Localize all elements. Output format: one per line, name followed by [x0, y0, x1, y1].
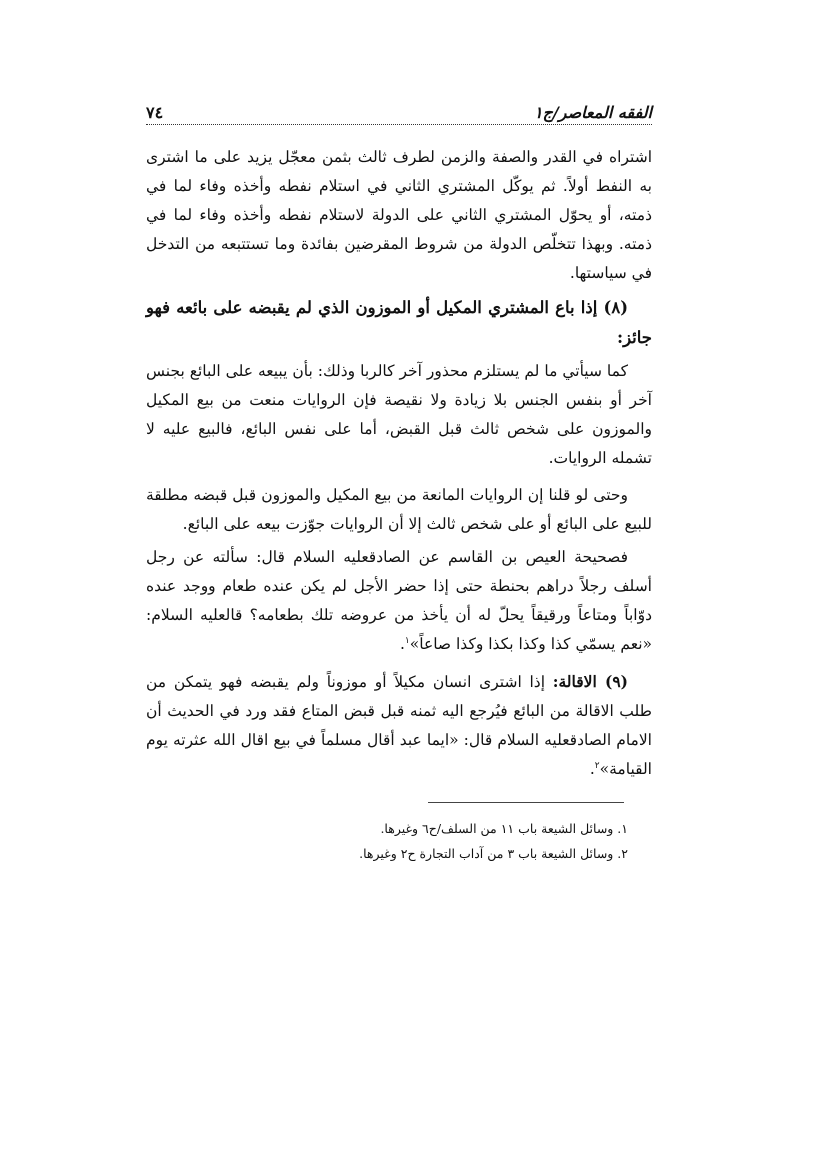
footnote-1: ١. وسائل الشيعة باب ١١ من السلف/ح٦ وغيرها.: [380, 821, 628, 836]
paragraph-4: فصحيحة العيص بن القاسم عن الصادقعليه السلام قال: سألته عن رجل أسلف رجلاً دراهم بحنطة حتى إذا حضر الأجل لم يكن عنده طعام ووجد عنده دوّاباً ومتاعاً ورقيقاً يحلّ له أن يأخذ من عروضه تلك بطعامه؟ قالعليه السلام: «نعم يسمّي كذا وكذا بكذا وكذا صاعاً»$^١$.: [146, 548, 652, 653]
paragraph-1: اشتراه في القدر والصفة والزمن لطرف ثالث بثمن معجّل يزيد على ما اشترى به النفط أولاً. ثم يوكّل المشتري الثاني في استلام نفطه وأخذه وفاء لما في ذمته، أو يحوّل المشتري الثاني على الدولة لاستلام نفطه وأخذه وفاء لما في ذمته. وبهذا تتخلّص الدولة من شروط المقرضين بفائدة وما تستتبعه من التدخل في سياستها.: [146, 148, 652, 282]
section-heading-8: (٨) إذا باع المشتري المكيل أو الموزون الذي لم يقبضه على بائعه فهو جائز:: [146, 298, 652, 347]
footnote-2: ٢. وسائل الشيعة باب ٣ من آداب التجارة ح٢ وغيرها.: [359, 846, 628, 861]
body-text: [146, 143, 652, 784]
page-header: [146, 92, 652, 125]
running-title: الفقه المعاصر/ج١: [534, 103, 652, 122]
section-heading-9: (٩) الاقالة:: [552, 672, 628, 691]
paragraph-5-text: إذا اشترى انسان مكيلاً أو موزوناً ولم يقبضه فهو يتمكن من طلب الاقالة من البائع فيُرجع اليه ثمنه قبل قبض المتاع فقد ورد في الحديث أن الامام الصادقعليه السلام قال: «ايما عبد أقال مسلماً في بيع اقال الله عثرته يوم القيامة»: [146, 673, 652, 778]
paragraph-5: (٩) الاقالة: إذا اشترى انسان مكيلاً أو موزوناً ولم يقبضه فهو يتمكن من طلب الاقالة من البائع فيُرجع اليه ثمنه قبل قبض المتاع فقد ورد في الحديث أن الامام الصادقعليه السلام قال: «ايما عبد أقال مسلماً في بيع اقال الله عثرته يوم القيامة»$^٢$.: [146, 672, 652, 778]
paragraph-3: وحتى لو قلنا إن الروايات المانعة من بيع المكيل والموزون قبل قبضه مطلقة للبيع على البائع أو على شخص ثالث إلا أن الروايات جوّزت بيعه على البائع.: [146, 486, 652, 533]
page-number: ٧٤: [146, 103, 164, 122]
paragraph-2: كما سيأتي ما لم يستلزم محذور آخر كالربا وذلك: بأن يبيعه على البائع بجنس آخر أو بنفس الجنس بلا زيادة ولا نقيصة فإن الروايات منعت من بيع المكيل والموزون على شخص ثالث قبل القبض، أما على نفس البائع، فالبيع عليه لا تشمله الروايات.: [146, 362, 652, 467]
paragraph-4-text: فصحيحة العيص بن القاسم عن الصادقعليه السلام قال: سألته عن رجل أسلف رجلاً دراهم بحنطة حتى إذا حضر الأجل لم يكن عنده طعام ووجد عنده دوّاباً ومتاعاً ورقيقاً يحلّ له أن يأخذ من عروضه تلك بطعامه؟ قالعليه السلام: «نعم يسمّي كذا وكذا بكذا وكذا صاعاً»: [146, 548, 652, 653]
footnote-ref-1: ١: [404, 635, 410, 646]
footnotes: [146, 816, 652, 866]
footnote-ref-2: ٢: [594, 760, 600, 771]
footnote-divider: [428, 802, 624, 803]
